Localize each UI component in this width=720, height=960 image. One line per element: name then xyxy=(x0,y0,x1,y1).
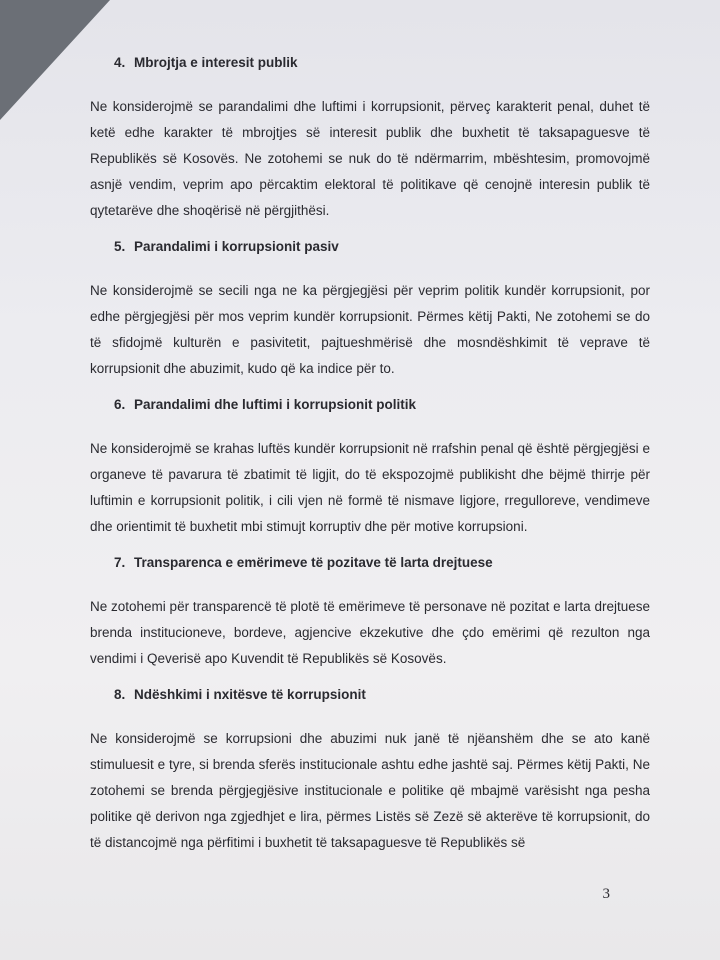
section-8 xyxy=(90,686,650,856)
section-5 xyxy=(90,238,650,382)
section-paragraph: Ne konsiderojmë se secili nga ne ka përgjegjësi për veprim politik kundër korrupsionit, por edhe përgjegjësi për mos veprim kundër korrupsionit. Përmes këtij Pakti, Ne zotohemi se do të sfidojmë kulturën e pasivitetit, pajtueshmërisë dhe mosndëshkimit të veprave të korrupsionit dhe abuzimit, kudo që ka indice për to. xyxy=(90,283,650,376)
section-heading xyxy=(114,396,650,414)
section-heading xyxy=(114,554,650,572)
section-paragraph: Ne konsiderojmë se korrupsioni dhe abuzimi nuk janë të njëanshëm dhe se ato kanë stimuluesit e tyre, si brenda sferës institucionale ashtu edhe jashtë saj. Përmes këtij Pakti, Ne zotohemi se brenda përgjegjësive institucionale e politike që mbajmë varësisht nga pesha politike që derivon nga zgjedhjet e lira, përmes Listës së Zezë së akterëve të korrupsionit, do të distancojmë nga përfitimi i buxhetit të taksapaguesve të Republikës së xyxy=(90,731,650,850)
section-heading xyxy=(114,238,650,256)
section-7 xyxy=(90,554,650,672)
section-title: Mbrojtja e interesit publik xyxy=(134,55,298,70)
section-number: 5. xyxy=(114,239,126,254)
section-title: Parandalimi dhe luftimi i korrupsionit politik xyxy=(134,397,417,412)
page-number: 3 xyxy=(602,886,610,902)
document-body xyxy=(90,54,650,870)
section-title: Parandalimi i korrupsionit pasiv xyxy=(134,239,339,254)
section-paragraph: Ne konsiderojmë se krahas luftës kundër korrupsionit në rrafshin penal që është përgjegjësi e organeve të pavarura të zbatimit të ligjit, do të ekspozojmë publikisht dhe bëjmë thirrje për luftimin e korrupsionit politik, i cili vjen në formë të nismave ligjore, rregulloreve, vendimeve dhe orientimit të buxhetit mbi stimujt korruptiv dhe për motive korrupsioni. xyxy=(90,441,650,534)
section-title: Ndëshkimi i nxitësve të korrupsionit xyxy=(134,687,366,702)
section-number: 8. xyxy=(114,687,126,702)
section-4 xyxy=(90,54,650,224)
section-title: Transparenca e emërimeve të pozitave të larta drejtuese xyxy=(134,555,493,570)
section-heading xyxy=(114,686,650,704)
section-number: 4. xyxy=(114,55,126,70)
section-number: 7. xyxy=(114,555,126,570)
section-6 xyxy=(90,396,650,540)
section-paragraph: Ne konsiderojmë se parandalimi dhe luftimi i korrupsionit, përveç karakterit penal, duhet të ketë edhe karakter të mbrojtjes së interesit publik dhe buxhetit të taksapaguesve të Republikës së Kosovës. Ne zotohemi se nuk do të ndërmarrim, mbështesim, promovojmë asnjë vendim, veprim apo përcaktim elektoral të politikave që cenojnë interesin publik të qytetarëve dhe shoqërisë në përgjithësi. xyxy=(90,99,650,218)
section-number: 6. xyxy=(114,397,126,412)
section-heading xyxy=(114,54,650,72)
section-paragraph: Ne zotohemi për transparencë të plotë të emërimeve të personave në pozitat e larta drejtuese brenda institucioneve, bordeve, agjencive ekzekutive dhe çdo emërimi që rezulton nga vendimi i Qeverisë apo Kuvendit të Republikës së Kosovës. xyxy=(90,599,650,666)
